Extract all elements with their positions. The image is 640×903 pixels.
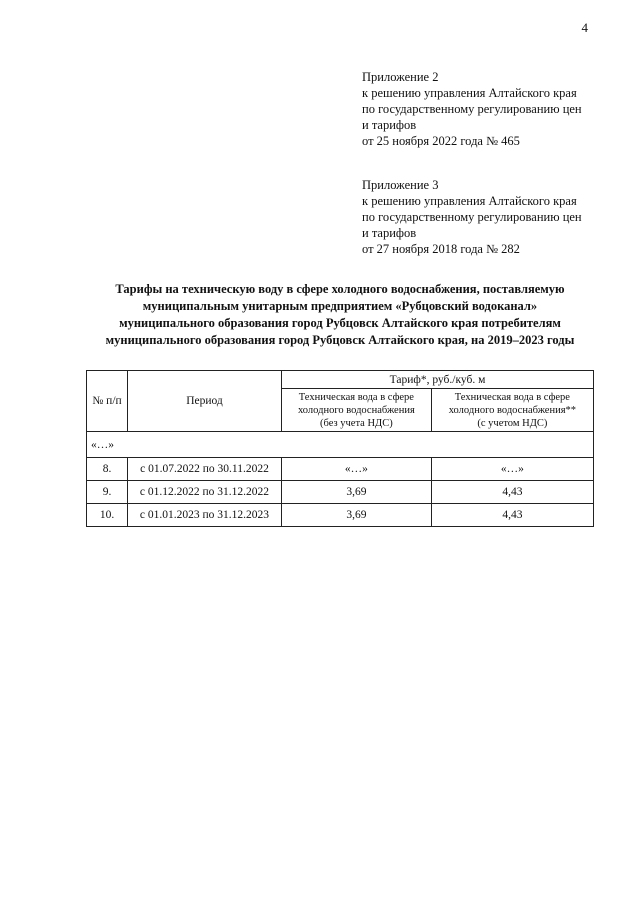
appendix-3-header [362,177,582,257]
header-without-vat [282,389,432,432]
page-number: 4 [581,20,588,35]
header-text-line: холодного водоснабжения [297,404,415,416]
appendix-line: и тарифов [362,118,417,132]
table-row [87,458,594,481]
appendix-line: от 27 ноября 2018 года № 282 [362,242,520,256]
ellipsis-cell: «…» [87,432,594,458]
tariff-table [86,370,594,527]
cell-without-vat: 3,69 [282,504,432,527]
appendix-2-header [362,69,582,149]
title-line: муниципального образования город Рубцовск Алтайского края, на 2019–2023 годы [105,333,575,347]
header-text-line: Техническая вода в сфере [298,391,414,403]
appendix-line: по государственному регулированию цен [362,210,582,224]
cell-num: 10. [87,504,128,527]
cell-num: 9. [87,481,128,504]
document-title [70,281,610,349]
header-period: Период [128,371,282,432]
cell-num: 8. [87,458,128,481]
appendix-line: Приложение 2 [362,70,439,84]
appendix-line: к решению управления Алтайского края [362,194,577,208]
appendix-line: Приложение 3 [362,178,439,192]
appendix-line: и тарифов [362,226,417,240]
cell-period: с 01.01.2023 по 31.12.2023 [128,504,282,527]
header-num: № п/п [87,371,128,432]
appendix-line: по государственному регулированию цен [362,102,582,116]
cell-with-vat: 4,43 [431,481,593,504]
table-row [87,432,594,458]
header-text-line: (с учетом НДС) [477,417,548,429]
table-row [87,481,594,504]
cell-without-vat: «…» [282,458,432,481]
header-with-vat [431,389,593,432]
title-line: Тарифы на техническую воду в сфере холодного водоснабжения, поставляемую [115,282,565,296]
header-text-line: (без учета НДС) [320,417,393,429]
cell-period: с 01.12.2022 по 31.12.2022 [128,481,282,504]
cell-without-vat: 3,69 [282,481,432,504]
appendix-line: к решению управления Алтайского края [362,86,577,100]
title-line: муниципального образования город Рубцовск Алтайского края потребителям [119,316,561,330]
appendix-line: от 25 ноября 2022 года № 465 [362,134,520,148]
header-text-line: холодного водоснабжения** [448,404,577,416]
title-line: муниципальным унитарным предприятием «Рубцовский водоканал» [142,299,538,313]
cell-period: с 01.07.2022 по 30.11.2022 [128,458,282,481]
cell-with-vat: «…» [431,458,593,481]
header-tariff: Тариф*, руб./куб. м [282,371,594,389]
header-text-line: Техническая вода в сфере [454,391,570,403]
cell-with-vat: 4,43 [431,504,593,527]
table-row [87,504,594,527]
